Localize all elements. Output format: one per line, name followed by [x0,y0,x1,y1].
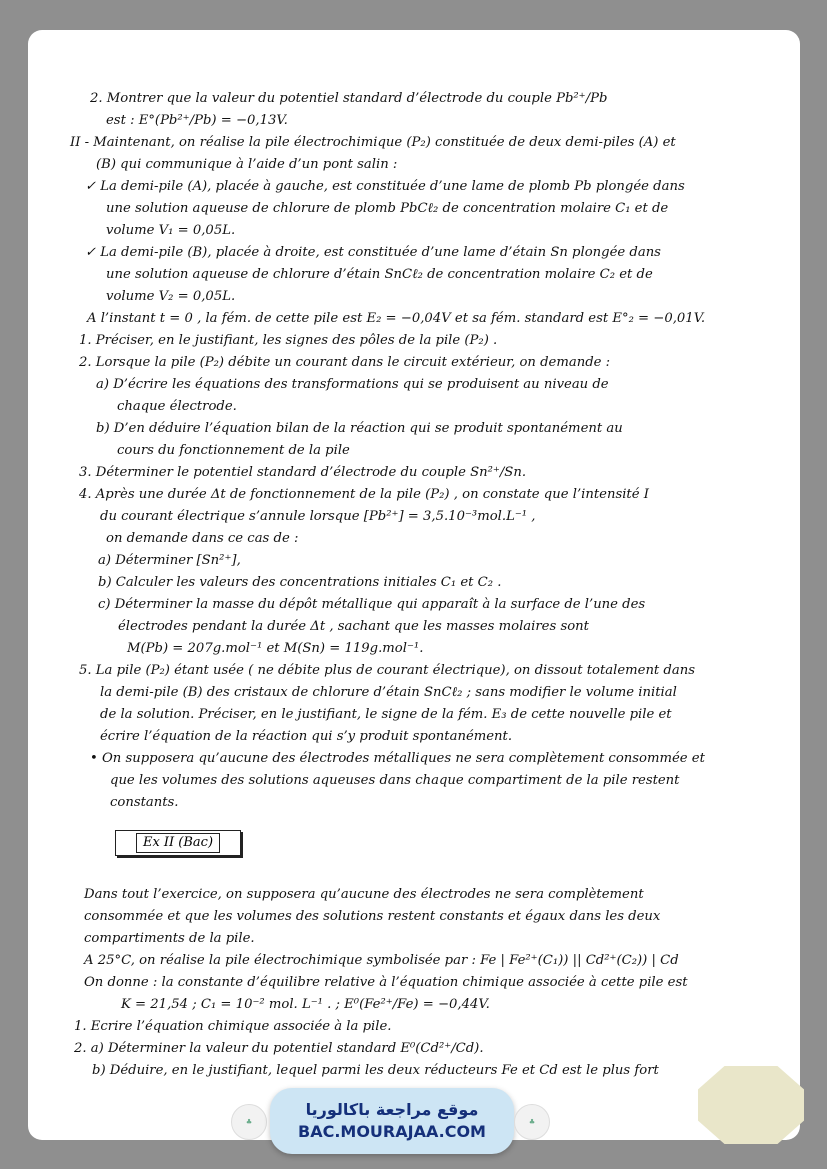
exercise-title-box [115,830,241,856]
text-line: 3. Déterminer le potentiel standard d’électrode du couple Sn²⁺/Sn. [79,465,527,480]
text-line: • On supposera qu’aucune des électrodes métalliques ne sera complètement consommée et [90,751,705,766]
text-line: 2. Lorsque la pile (P₂) débite un courant dans le circuit extérieur, on demande : [79,355,611,370]
text-line: cours du fonctionnement de la pile [117,443,350,458]
text-line: on demande dans ce cas de : [106,531,299,546]
text-line: une solution aqueuse de chlorure d’étain SnCℓ₂ de concentration molaire C₂ et de [106,267,653,282]
text-line: A 25°C, on réalise la pile électrochimique symbolisée par : Fe | Fe²⁺(C₁)) || Cd²⁺(C₂)) | Cd [84,953,679,968]
text-line: 1. Préciser, en le justifiant, les signes des pôles de la pile (P₂) . [79,333,498,348]
text-line: volume V₁ = 0,05L. [106,223,236,238]
text-line: 4. Après une durée Δt de fonctionnement de la pile (P₂) , on constate que l’intensité I [79,487,649,502]
document-content [28,30,800,1140]
text-line: électrodes pendant la durée Δt , sachant que les masses molaires sont [118,619,589,634]
text-line: de la solution. Préciser, en le justifiant, le signe de la fém. E₃ de cette nouvelle pile et [100,707,672,722]
banner-url[interactable]: BAC.MOURAJAA.COM [298,1122,486,1141]
text-line: 5. La pile (P₂) étant usée ( ne débite plus de courant électrique), on dissout totalement dans [79,663,695,678]
bacmath-logo [698,1066,804,1144]
text-line: que les volumes des solutions aqueuses dans chaque compartiment de la pile restent [110,773,680,788]
text-line: M(Pb) = 207g.mol⁻¹ et M(Sn) = 119g.mol⁻¹. [127,641,424,656]
text-line: b) Déduire, en le justifiant, lequel parmi les deux réducteurs Fe et Cd est le plus fort [92,1063,659,1078]
text-line: consommée et que les volumes des solutions restent constants et égaux dans les deux [84,909,661,924]
banner-arabic-title: موقع مراجعة باكالوريا [305,1100,479,1119]
text-line: écrire l’équation de la réaction qui s’y produit spontanément. [100,729,513,744]
text-line: Dans tout l’exercice, on supposera qu’aucune des électrodes ne sera complètement [84,887,644,902]
site-logo-right-icon: ♣ [514,1104,550,1140]
text-line: On donne : la constante d’équilibre relative à l’équation chimique associée à cette pile est [84,975,688,990]
text-line: (B) qui communique à l’aide d’un pont salin : [96,157,398,172]
text-line: du courant électrique s’annule lorsque [Pb²⁺] = 3,5.10⁻³mol.L⁻¹ , [100,509,536,524]
document-page [28,30,800,1140]
text-line: II - Maintenant, on réalise la pile électrochimique (P₂) constituée de deux demi-piles (A) et [70,135,676,150]
text-line: la demi-pile (B) des cristaux de chlorure d’étain SnCℓ₂ ; sans modifier le volume initial [100,685,677,700]
text-line: ✓ La demi-pile (A), placée à gauche, est constituée d’une lame de plomb Pb plongée dans [85,179,685,194]
text-line: A l’instant t = 0 , la fém. de cette pile est E₂ = −0,04V et sa fém. standard est E°₂ = −0,01V. [87,311,706,326]
site-banner[interactable] [270,1088,514,1154]
text-line: a) Déterminer [Sn²⁺], [98,553,241,568]
text-line: volume V₂ = 0,05L. [106,289,236,304]
text-line: compartiments de la pile. [84,931,255,946]
text-line: chaque électrode. [117,399,237,414]
text-line: 2. a) Déterminer la valeur du potentiel standard E⁰(Cd²⁺/Cd). [74,1041,484,1056]
text-line: a) D’écrire les équations des transformations qui se produisent au niveau de [96,377,609,392]
text-line: ✓ La demi-pile (B), placée à droite, est constituée d’une lame d’étain Sn plongée dans [85,245,661,260]
text-line: une solution aqueuse de chlorure de plomb PbCℓ₂ de concentration molaire C₁ et de [106,201,669,216]
site-logo-left-icon: ♣ [231,1104,267,1140]
text-line: est : E°(Pb²⁺/Pb) = −0,13V. [106,113,288,128]
text-line: 1. Ecrire l’équation chimique associée à la pile. [74,1019,392,1034]
text-line: K = 21,54 ; C₁ = 10⁻² mol. L⁻¹ . ; E⁰(Fe²⁺/Fe) = −0,44V. [121,997,490,1012]
text-line: 2. Montrer que la valeur du potentiel standard d’électrode du couple Pb²⁺/Pb [90,91,608,106]
text-line: c) Déterminer la masse du dépôt métallique qui apparaît à la surface de l’une des [98,597,646,612]
exercise-title: Ex II (Bac) [136,833,220,853]
text-line: b) Calculer les valeurs des concentrations initiales C₁ et C₂ . [98,575,502,590]
text-line: b) D’en déduire l’équation bilan de la réaction qui se produit spontanément au [96,421,623,436]
text-line: constants. [110,795,179,810]
